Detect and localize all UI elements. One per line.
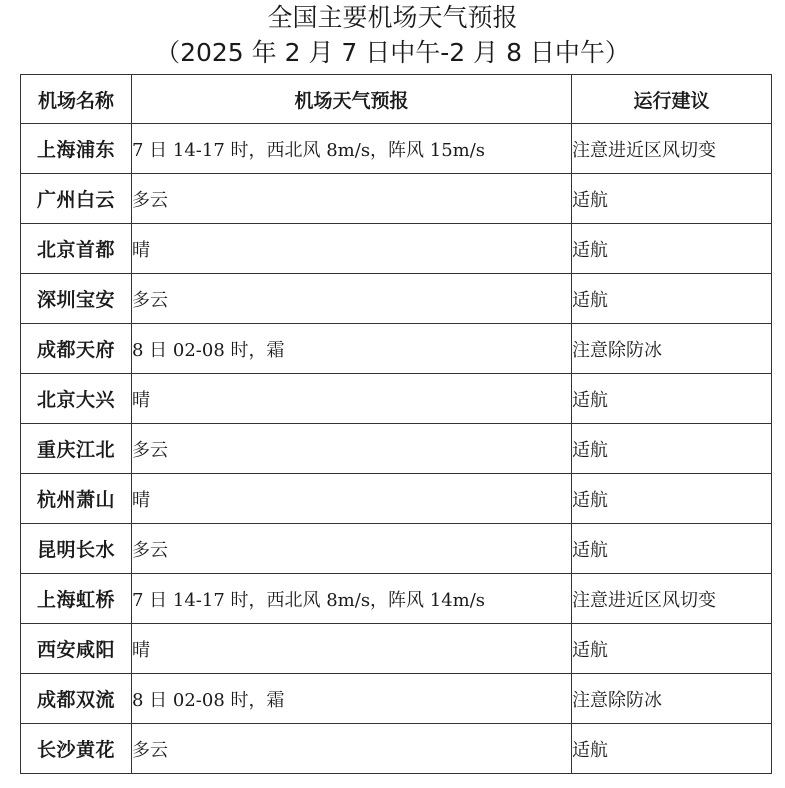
table-row <box>21 474 772 524</box>
header-airport-name: 机场名称 <box>21 75 132 124</box>
advice-cell: 注意除防冰 <box>572 674 772 724</box>
advice-cell: 适航 <box>572 624 772 674</box>
forecast-cell: 8 日 02-08 时，霜 <box>132 674 572 724</box>
advice-cell: 注意进近区风切变 <box>572 574 772 624</box>
advice-cell: 适航 <box>572 474 772 524</box>
header-airport-forecast: 机场天气预报 <box>132 75 572 124</box>
airport-name-cell: 长沙黄花 <box>21 724 132 774</box>
advice-cell: 适航 <box>572 424 772 474</box>
table-row <box>21 174 772 224</box>
forecast-cell: 晴 <box>132 224 572 274</box>
airport-name-cell: 杭州萧山 <box>21 474 132 524</box>
airport-name-cell: 昆明长水 <box>21 524 132 574</box>
table-row <box>21 124 772 174</box>
advice-cell: 适航 <box>572 524 772 574</box>
table-row <box>21 674 772 724</box>
advice-cell: 适航 <box>572 174 772 224</box>
forecast-cell: 7 日 14-17 时，西北风 8m/s，阵风 14m/s <box>132 574 572 624</box>
advice-cell: 适航 <box>572 374 772 424</box>
table-row <box>21 324 772 374</box>
airport-name-cell: 上海浦东 <box>21 124 132 174</box>
forecast-cell: 多云 <box>132 424 572 474</box>
advice-cell: 适航 <box>572 224 772 274</box>
forecast-cell: 7 日 14-17 时，西北风 8m/s，阵风 15m/s <box>132 124 572 174</box>
airport-name-cell: 深圳宝安 <box>21 274 132 324</box>
airport-name-cell: 成都天府 <box>21 324 132 374</box>
airport-name-cell: 上海虹桥 <box>21 574 132 624</box>
table-row <box>21 424 772 474</box>
table-row <box>21 524 772 574</box>
advice-cell: 注意除防冰 <box>572 324 772 374</box>
airport-name-cell: 西安咸阳 <box>21 624 132 674</box>
table-row <box>21 724 772 774</box>
airport-name-cell: 成都双流 <box>21 674 132 724</box>
airport-forecast-table <box>20 74 772 774</box>
page-title: 全国主要机场天气预报 <box>267 3 518 32</box>
forecast-cell: 8 日 02-08 时，霜 <box>132 324 572 374</box>
table-row <box>21 374 772 424</box>
forecast-cell: 晴 <box>132 474 572 524</box>
airport-name-cell: 北京大兴 <box>21 374 132 424</box>
airport-name-cell: 北京首都 <box>21 224 132 274</box>
forecast-cell: 多云 <box>132 174 572 224</box>
table-row <box>21 574 772 624</box>
forecast-cell: 多云 <box>132 724 572 774</box>
table-row <box>21 224 772 274</box>
airport-name-cell: 广州白云 <box>21 174 132 224</box>
forecast-cell: 晴 <box>132 624 572 674</box>
advice-cell: 注意进近区风切变 <box>572 124 772 174</box>
airport-name-cell: 重庆江北 <box>21 424 132 474</box>
table-row <box>21 274 772 324</box>
forecast-cell: 多云 <box>132 524 572 574</box>
forecast-cell: 晴 <box>132 374 572 424</box>
advice-cell: 适航 <box>572 274 772 324</box>
forecast-cell: 多云 <box>132 274 572 324</box>
page-subtitle-date-range: （2025 年 2 月 7 日中午-2 月 8 日中午） <box>155 38 630 67</box>
table-row <box>21 624 772 674</box>
advice-cell: 适航 <box>572 724 772 774</box>
header-operation-advice: 运行建议 <box>572 75 772 124</box>
table-header-row <box>21 75 772 124</box>
